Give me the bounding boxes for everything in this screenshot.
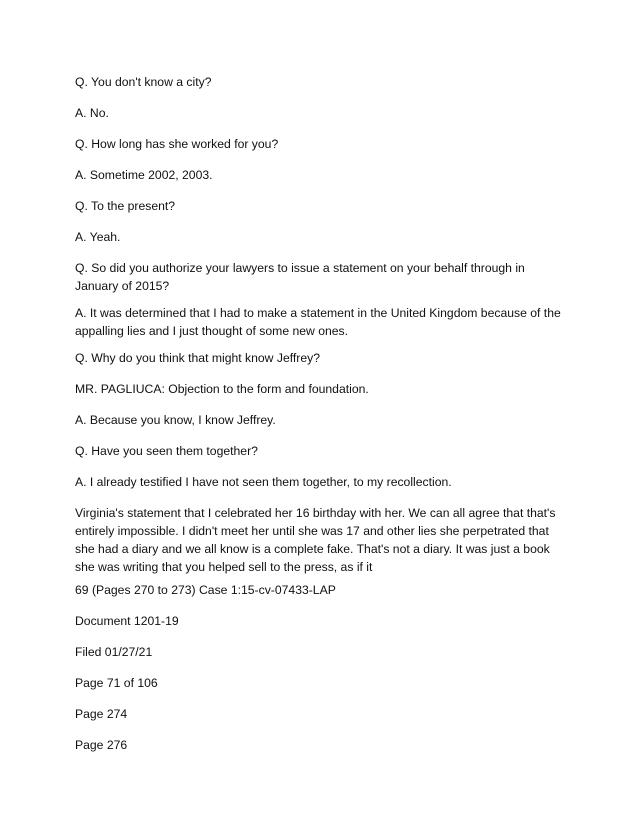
transcript-line: Q. To the present? — [75, 199, 176, 213]
transcript-line: A. I already testified I have not seen them together, to my recollection. — [75, 475, 452, 489]
transcript-line: A. It was determined that I had to make a statement in the United Kingdom because of the appalling lies and I just thought of some new ones. — [75, 306, 561, 338]
page-footer-line: Page 274 — [75, 707, 128, 721]
transcript-line: A. Sometime 2002, 2003. — [75, 168, 213, 182]
page-footer-line: 69 (Pages 270 to 273) Case 1:15-cv-07433-LAP — [75, 583, 336, 597]
transcript-line: A. Yeah. — [75, 230, 121, 244]
transcript-line: A. No. — [75, 106, 109, 120]
transcript-line: A. Because you know, I know Jeffrey. — [75, 413, 276, 427]
page-footer-line: Filed 01/27/21 — [75, 645, 153, 659]
page-footer-line: Page 276 — [75, 738, 128, 752]
transcript-line: Q. You don't know a city? — [75, 75, 212, 89]
transcript-line: Q. Have you seen them together? — [75, 444, 258, 458]
transcript-line: Q. How long has she worked for you? — [75, 137, 279, 151]
transcript-line: MR. PAGLIUCA: Objection to the form and foundation. — [75, 382, 369, 396]
page-footer-line: Document 1201-19 — [75, 614, 179, 628]
transcript-line: Q. Why do you think that might know Jeffrey? — [75, 351, 320, 365]
transcript-line: Q. So did you authorize your lawyers to issue a statement on your behalf through in January of 2015? — [75, 261, 525, 293]
page-footer-line: Page 71 of 106 — [75, 676, 158, 690]
transcript-line: Virginia's statement that I celebrated her 16 birthday with her. We can all agree that that's entirely impossible. I didn't meet her until she was 17 and other lies she perpetrated that she had a diary and we all know is a complete fake. That's not a diary. It was just a book she was writing that you helped sell to the press, as if it — [75, 506, 556, 574]
